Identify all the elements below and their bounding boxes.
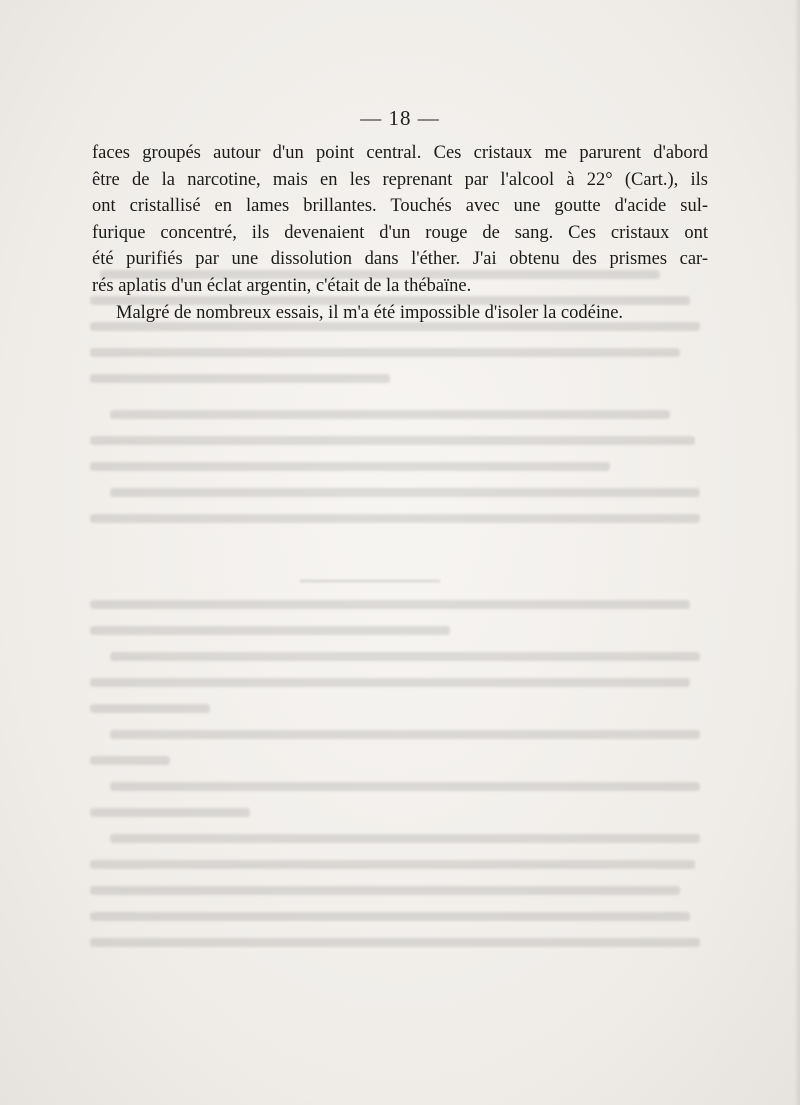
page-edge-shadow bbox=[794, 0, 800, 1105]
page-number: — 18 — bbox=[360, 106, 440, 130]
text-line: furique concentré, ils devenaient d'un rouge de sang. Ces cristaux ont bbox=[92, 222, 708, 243]
text-line: faces groupés autour d'un point central. Ces cristaux me parurent d'abord bbox=[92, 143, 708, 163]
text-line: ont cristallisé en lames brillantes. Touchés avec une goutte d'acide sul- bbox=[92, 196, 708, 217]
text-line: rés aplatis d'un éclat argentin, c'était de la thébaïne. bbox=[92, 275, 472, 296]
bleed-through-text bbox=[90, 270, 710, 970]
paragraph: Malgré de nombreux essais, il m'a été impossible d'isoler la codéine. bbox=[116, 302, 624, 323]
body-text bbox=[92, 140, 708, 326]
text-line: être de la narcotine, mais en les reprenant par l'alcool à 22° (Cart.), ils bbox=[92, 169, 708, 190]
text-line: été purifiés par une dissolution dans l'éther. J'ai obtenu des prismes car- bbox=[92, 249, 708, 270]
